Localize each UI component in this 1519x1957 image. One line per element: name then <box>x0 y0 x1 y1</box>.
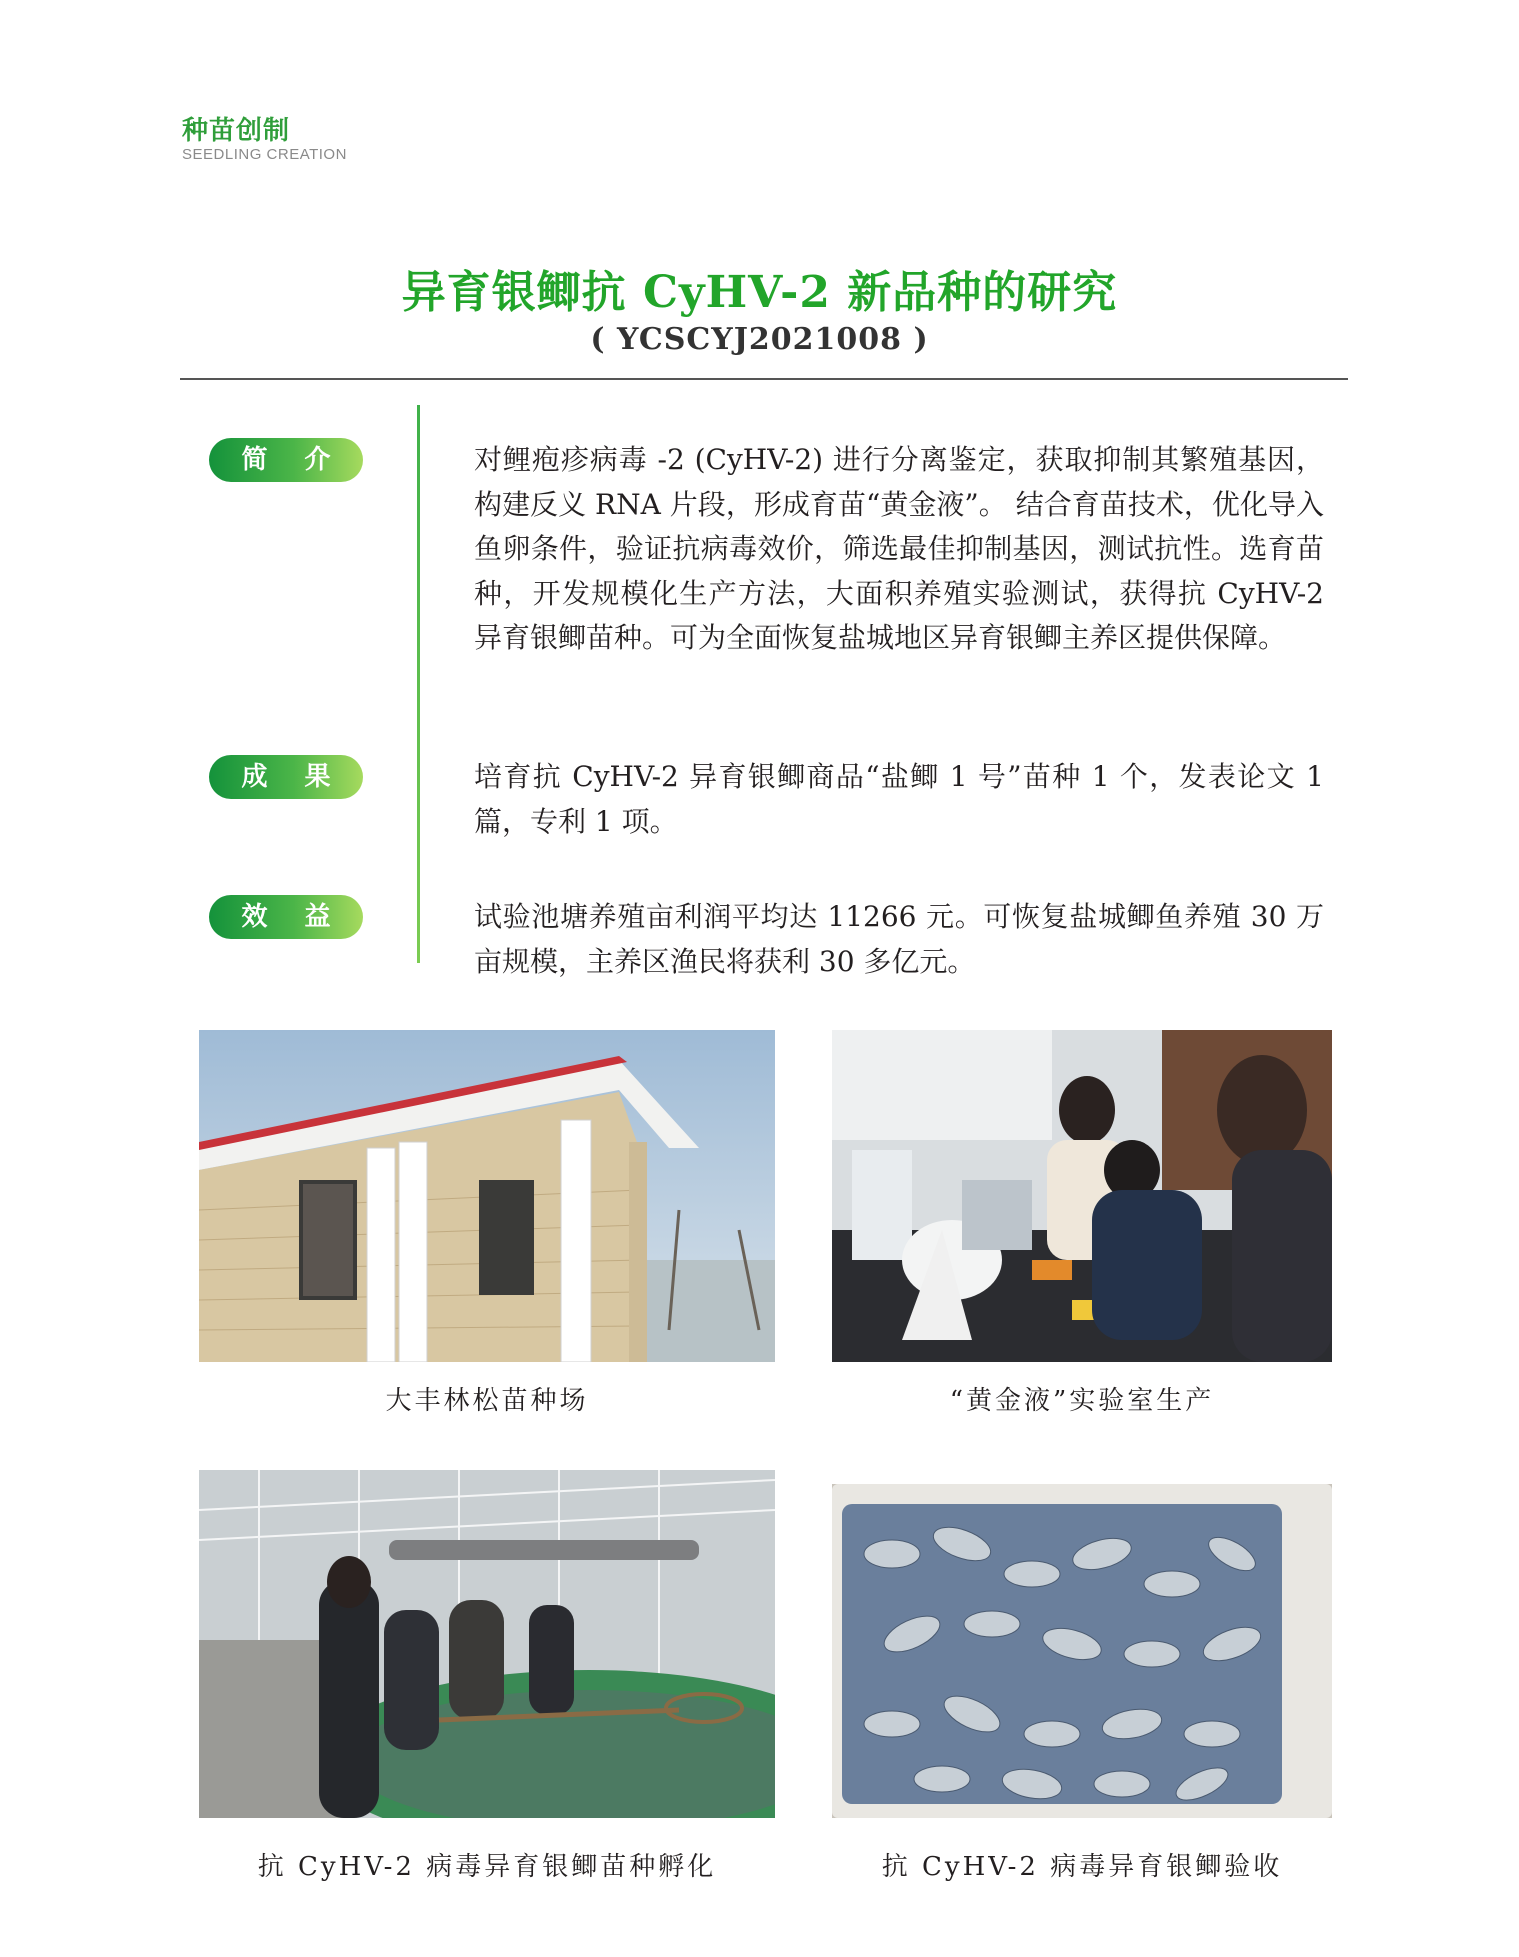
title-divider <box>180 378 1348 380</box>
lab-production-photo <box>832 1030 1332 1362</box>
intro-text: 对鲤疱疹病毒 -2 (CyHV-2) 进行分离鉴定，获取抑制其繁殖基因，构建反义 RNA 片段，形成育苗“黄金液”。 结合育苗技术，优化导入鱼卵条件，验证抗病毒效价，筛选最佳抑制基因，测试抗性。选育苗种，开发规模化生产方法，大面积养殖实验测试，获得抗 CyHV-2 异育银鲫苗种。可为全面恢复盐城地区异育银鲫主养区提供保障。 <box>474 443 1324 654</box>
results-text: 培育抗 CyHV-2 异育银鲫商品“盐鲫 1 号”苗种 1 个，发表论文 1 篇，专利 1 项。 <box>474 760 1324 838</box>
hatching-tank-photo <box>199 1470 775 1818</box>
benefits-text: 试验池塘养殖亩利润平均达 11266 元。可恢复盐城鲫鱼养殖 30 万亩规模，主养区渔民将获利 30 多亿元。 <box>474 900 1324 978</box>
caption-acceptance: 抗 CyHV-2 病毒异育银鲫验收 <box>881 1852 1283 1882</box>
section-title: 种苗创制 <box>182 116 291 146</box>
fish-acceptance-photo <box>832 1484 1332 1818</box>
caption-hatching: 抗 CyHV-2 病毒异育银鲫苗种孵化 <box>257 1852 717 1882</box>
article-title: 异育银鲫抗 CyHV-2 新品种的研究 <box>401 267 1118 318</box>
section-subtitle: SEEDLING CREATION <box>182 146 347 163</box>
hatchery-building-photo <box>199 1030 775 1362</box>
vertical-divider <box>417 405 420 963</box>
caption-hatchery: 大丰林松苗种场 <box>385 1386 589 1416</box>
caption-lab: “黄金液”实验室生产 <box>949 1386 1215 1416</box>
label-intro: 简 介 <box>209 438 363 482</box>
label-results: 成 果 <box>209 755 363 799</box>
label-benefits: 效 益 <box>209 895 363 939</box>
project-code: ( YCSCYJ2021008 ) <box>590 322 929 357</box>
